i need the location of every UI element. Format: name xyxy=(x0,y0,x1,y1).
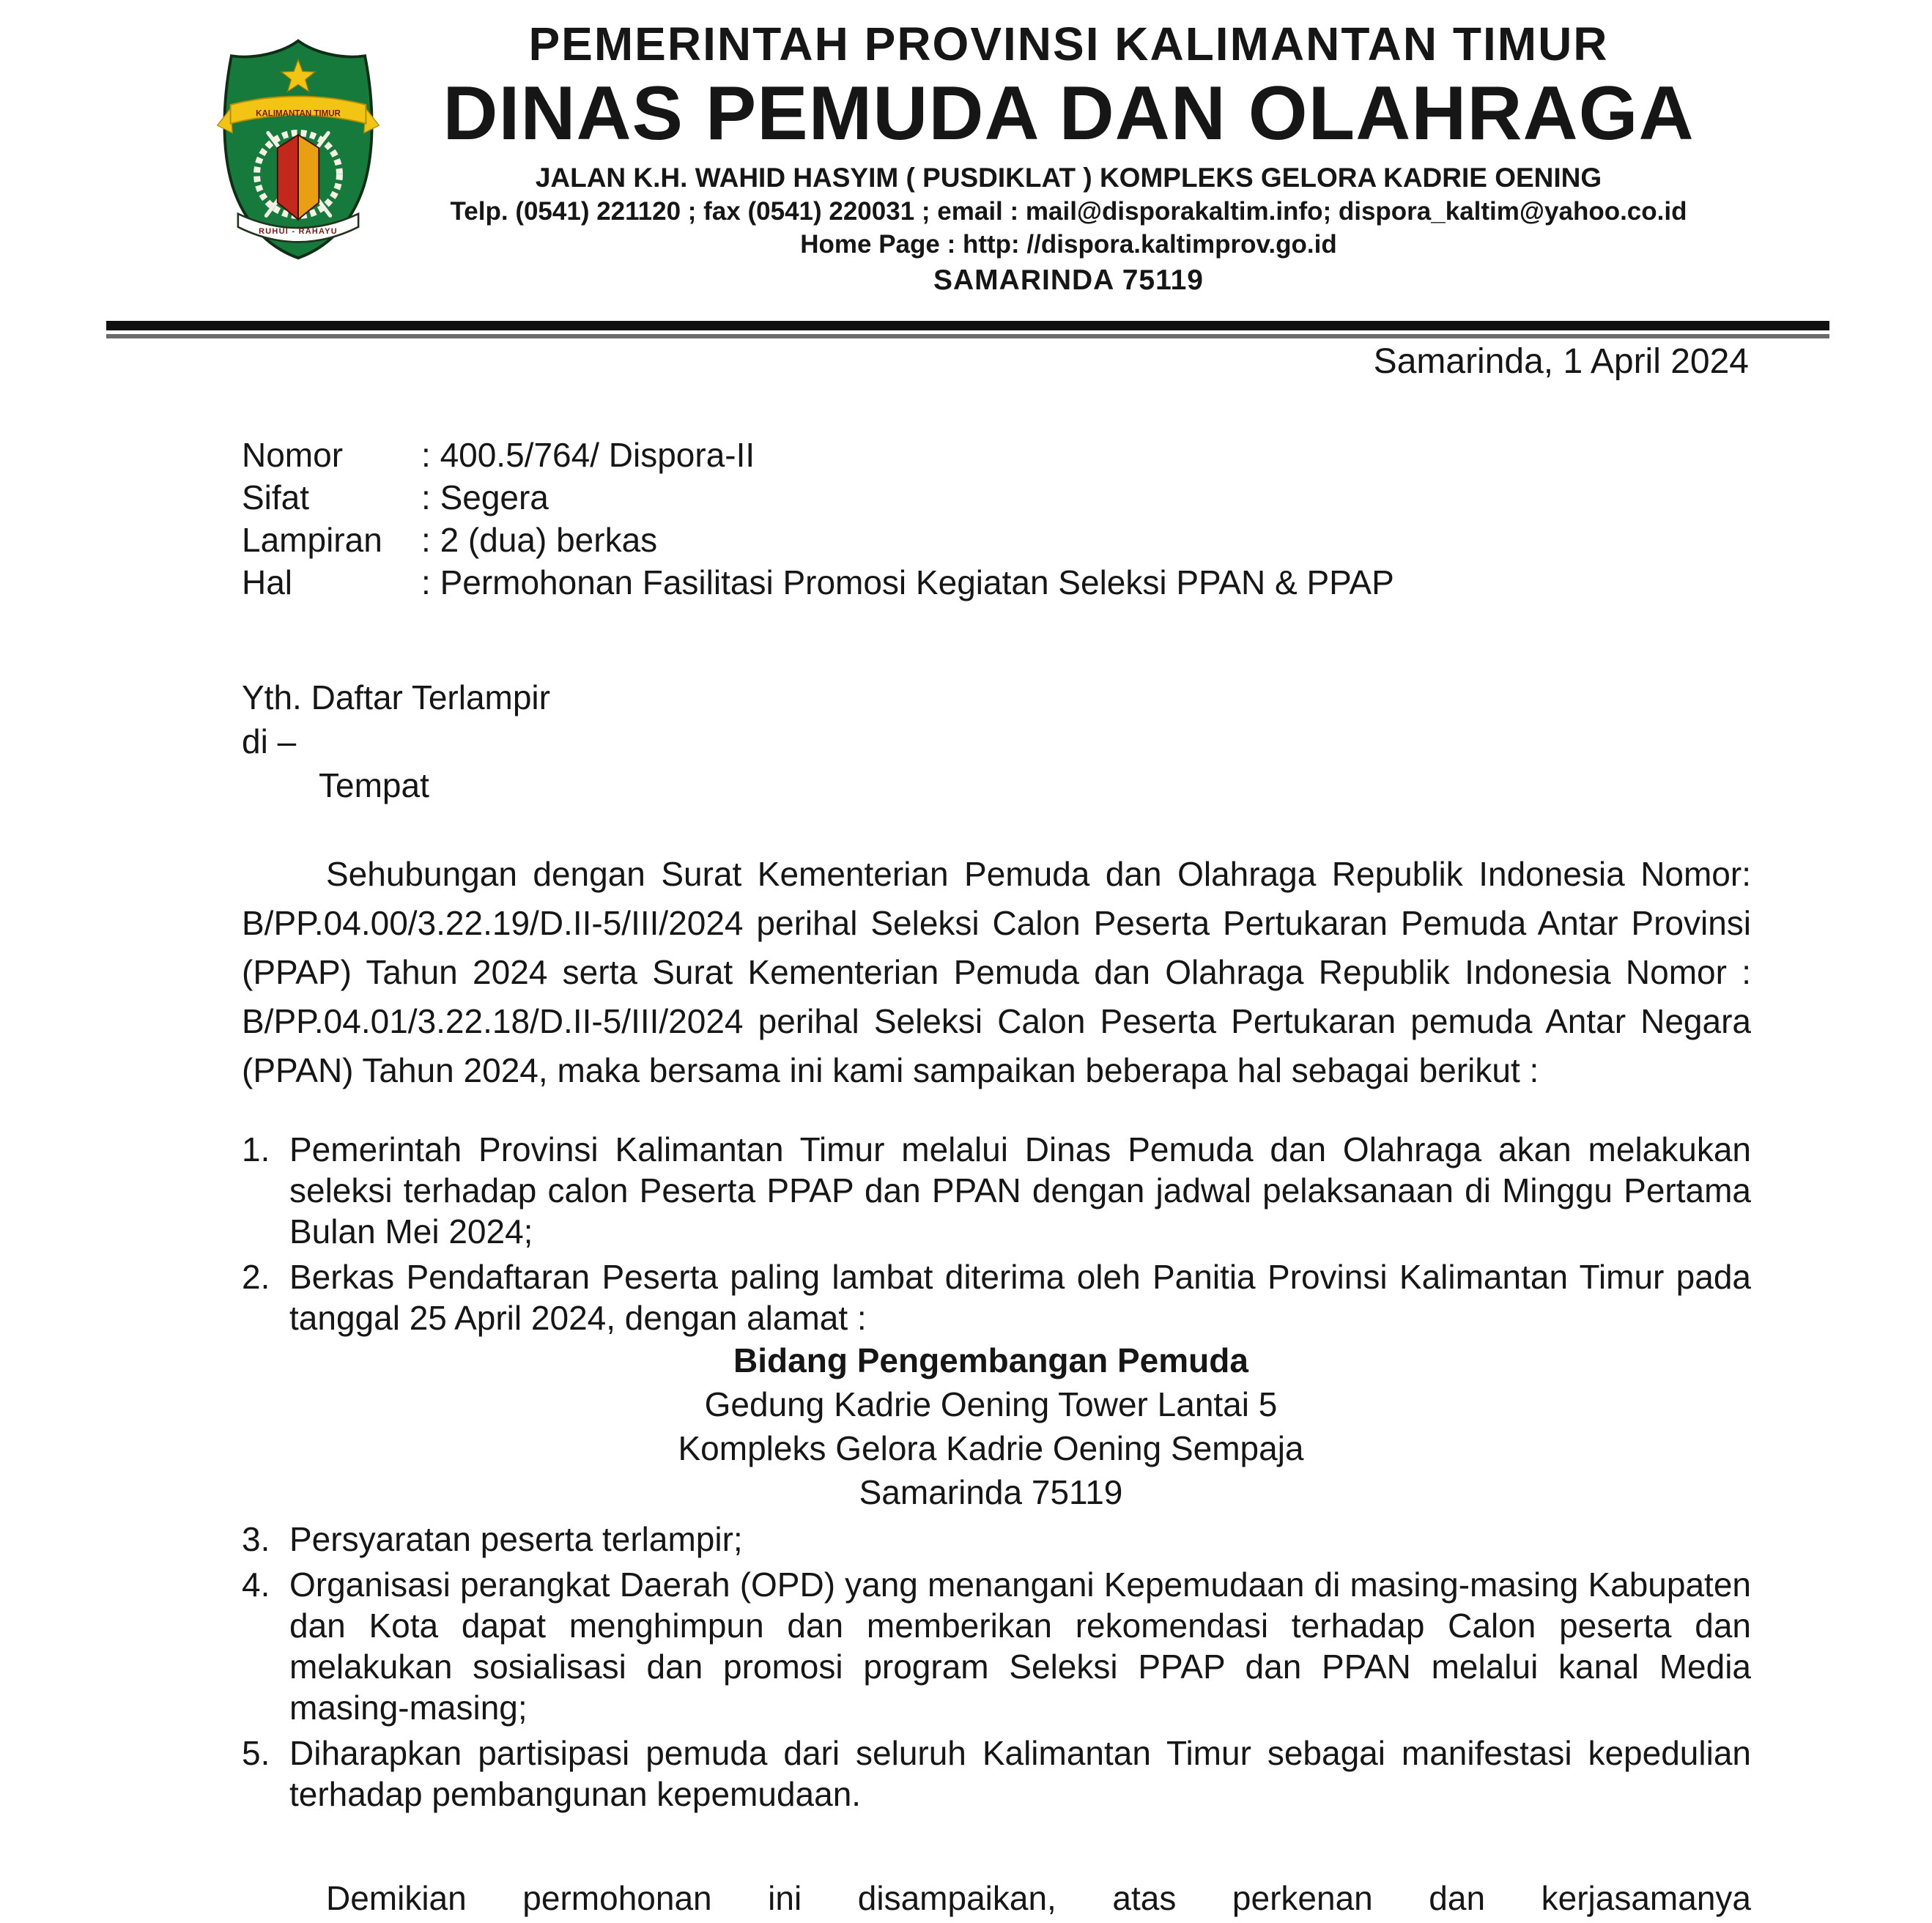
item-text: Pemerintah Provinsi Kalimantan Timur melalui Dinas Pemuda dan Olahraga akan melakukan seleksi terhadap calon Peserta PPAP dan PPAN dengan jadwal pelaksanaan di Minggu Pertama Bulan Mei 2024; xyxy=(289,1130,1751,1250)
list-item xyxy=(242,1564,1751,1728)
meta-value: : Permohonan Fasilitasi Promosi Kegiatan Seleksi PPAN & PPAP xyxy=(421,561,1394,604)
city-postal-line: SAMARINDA 75119 xyxy=(933,264,1204,296)
address-title: Bidang Pengembangan Pemuda xyxy=(733,1341,1248,1379)
emblem-banner-text: KALIMANTAN TIMUR xyxy=(256,109,341,119)
address-block xyxy=(260,1338,1722,1514)
item-text: Organisasi perangkat Daerah (OPD) yang menangani Kepemudaan di masing-masing Kabupaten dan Kota dapat menghimpun dan memberikan rekomendasi terhadap Calon peserta dan melakukan sosialisasi dan promosi program Seleksi PPAP dan PPAN melalui kanal Media masing-masing; xyxy=(289,1566,1751,1727)
address-line: Gedung Kadrie Oening Tower Lantai 5 xyxy=(704,1385,1278,1423)
item-text: Diharapkan partisipasi pemuda dari seluruh Kalimantan Timur sebagai manifestasi kepedulian terhadap pembangunan kepemudaan. xyxy=(289,1734,1751,1813)
list-item xyxy=(242,1519,1751,1560)
meta-value: : 400.5/764/ Dispora-II xyxy=(421,434,755,476)
item-text xyxy=(289,1256,1751,1514)
meta-row-nomor xyxy=(242,434,1751,476)
meta-value: : Segera xyxy=(421,476,549,519)
meta-label: Sifat xyxy=(242,478,310,516)
numbered-list xyxy=(242,1129,1751,1815)
meta-row-sifat xyxy=(242,476,1751,519)
recipient-di: di – xyxy=(242,722,297,760)
agency-name: DINAS PEMUDA DAN OLAHRAGA xyxy=(443,71,1695,157)
meta-label: Lampiran xyxy=(242,521,382,559)
list-item xyxy=(242,1733,1751,1815)
letterhead-divider xyxy=(106,321,1829,338)
emblem-motto-text: RUHUI - RAHAYU xyxy=(259,226,338,236)
item-number: 2. xyxy=(242,1258,270,1296)
address-line: Samarinda 75119 xyxy=(859,1473,1123,1511)
address-line: JALAN K.H. WAHID HASYIM ( PUSDIKLAT ) KOMPLEKS GELORA KADRIE OENING xyxy=(535,163,1602,193)
meta-row-lampiran xyxy=(242,519,1751,561)
item-text: Persyaratan peserta terlampir; xyxy=(289,1520,743,1558)
item-number: 1. xyxy=(242,1130,270,1168)
item-number: 5. xyxy=(242,1734,270,1772)
item-number: 3. xyxy=(242,1520,270,1558)
letterhead xyxy=(315,19,1822,296)
opening-paragraph: Sehubungan dengan Surat Kementerian Pemuda dan Olahraga Republik Indonesia Nomor: B/PP.04.00/3.22.19/D.II-5/III/2024 perihal Seleksi Calon Peserta Pertukaran Pemuda Antar Provinsi (PPAP) Tahun 2024 serta Surat Kementerian Pemuda dan Olahraga Republik Indonesia Nomor : B/PP.04.01/3.22.18/D.II-5/III/2024 perihal Seleksi Calon Peserta Pertukaran pemuda Antar Negara (PPAN) Tahun 2024, maka bersama ini kami sampaikan beberapa hal sebagai berikut : xyxy=(242,855,1751,1089)
homepage-line: Home Page : http: //dispora.kaltimprov.go.id xyxy=(800,230,1337,259)
meta-value: : 2 (dua) berkas xyxy=(421,519,657,561)
meta-table xyxy=(242,434,1751,604)
contact-line: Telp. (0541) 221120 ; fax (0541) 220031 ; email : mail@disporakaltim.info; dispora_kaltim@yahoo.co.id xyxy=(450,197,1687,226)
list-item xyxy=(242,1256,1751,1514)
recipient-place: Tempat xyxy=(319,766,429,804)
meta-label: Hal xyxy=(242,563,293,601)
item-text-line: Berkas Pendaftaran Peserta paling lambat diterima oleh Panitia Provinsi Kalimantan Timur pada tanggal 25 April 2024, dengan alamat : xyxy=(289,1258,1751,1337)
recipient-name: Yth. Daftar Terlampir xyxy=(242,678,550,716)
letter-body xyxy=(242,434,1751,1819)
address-line: Kompleks Gelora Kadrie Oening Sempaja xyxy=(678,1429,1304,1467)
meta-label: Nomor xyxy=(242,436,344,474)
meta-row-hal xyxy=(242,561,1751,604)
closing-paragraph: Demikian permohonan ini disampaikan, atas perkenan dan kerjasamanya xyxy=(326,1879,1751,1917)
government-name: PEMERINTAH PROVINSI KALIMANTAN TIMUR xyxy=(528,18,1609,70)
recipient-block xyxy=(242,675,1751,807)
emblem-talawang-icon xyxy=(278,135,319,219)
dateline: Samarinda, 1 April 2024 xyxy=(1373,342,1749,381)
list-item xyxy=(242,1129,1751,1252)
item-number: 4. xyxy=(242,1566,270,1604)
